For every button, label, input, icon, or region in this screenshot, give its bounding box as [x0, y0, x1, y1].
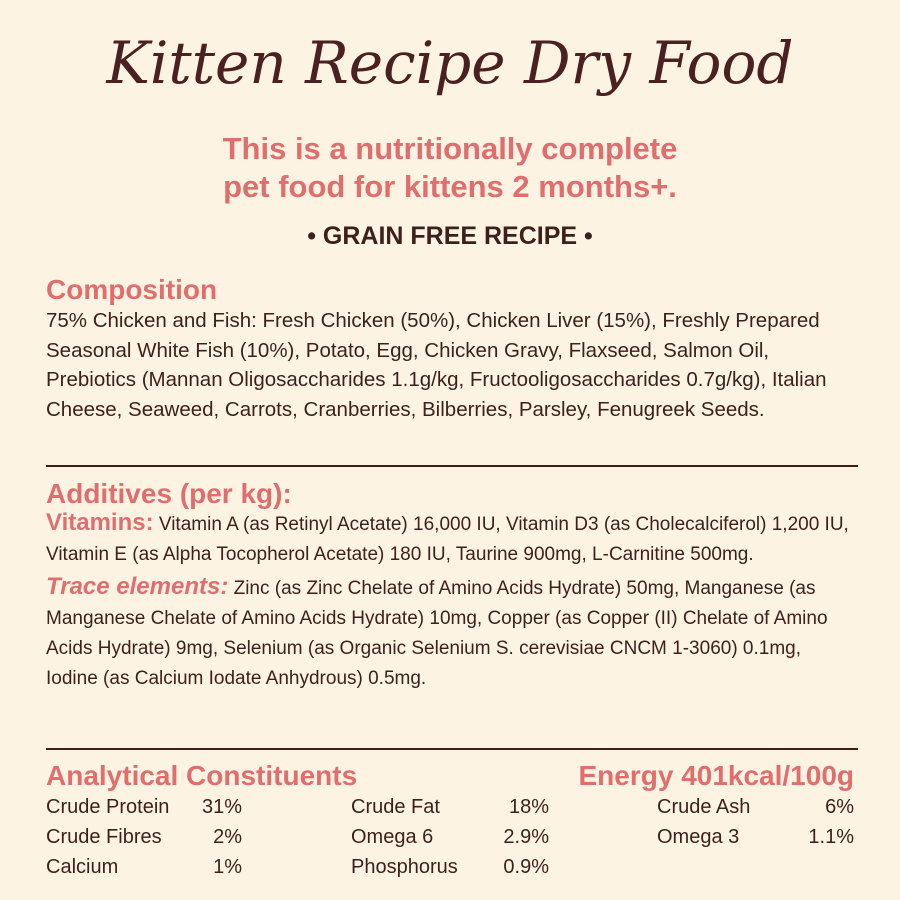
subtitle — [0, 130, 900, 206]
energy-value: Energy 401kcal/100g — [578, 760, 854, 791]
constituent-name: Crude Ash — [657, 796, 751, 818]
constituent-value: 31% — [201, 796, 242, 818]
analytical-header — [46, 760, 854, 792]
constituent-name: Calcium — [46, 856, 119, 878]
additives-heading: Additives (per kg): — [46, 478, 292, 509]
constituent-name: Crude Fat — [351, 796, 440, 818]
composition-text: 75% Chicken and Fish: Fresh Chicken (50%), Chicken Liver (15%), Freshly Prepared Seasonal White Fish (10%), Potato, Egg, Chicken Gravy, Flaxseed, Salmon Oil, Prebiotics (Mannan Oligosaccharides 1.1g/kg, Fructooligosaccharides 0.7g/kg), Italian Cheese, Seaweed, Carrots, Cranberries, Bilberries, Parsley, Fenugreek Seeds. — [46, 309, 827, 421]
constituent-name: Phosphorus — [351, 856, 458, 878]
constituent-value: 0.9% — [503, 856, 549, 878]
subtitle-line-1: This is a nutritionally complete — [222, 131, 678, 166]
constituent-name: Omega 6 — [351, 826, 434, 848]
constituent-value: 6% — [825, 796, 854, 818]
constituent-value: 18% — [508, 796, 549, 818]
constituent-row — [657, 822, 854, 852]
composition-heading: Composition — [46, 274, 218, 305]
constituent-row — [46, 852, 242, 882]
constituent-name: Crude Fibres — [46, 826, 162, 848]
trace-elements-label: Trace elements: — [46, 573, 229, 600]
constituent-name: Crude Protein — [46, 796, 170, 818]
constituent-row — [46, 792, 242, 822]
constituent-value: 1% — [213, 856, 242, 878]
page-title: Kitten Recipe Dry Food — [106, 29, 794, 97]
constituent-row — [46, 822, 242, 852]
grain-free-label: • GRAIN FREE RECIPE • — [307, 222, 593, 250]
constituent-value: 1.1% — [808, 826, 854, 848]
constituent-value: 2% — [213, 826, 242, 848]
vitamins-text: Vitamin A (as Retinyl Acetate) 16,000 IU, Vitamin D3 (as Cholecalciferol) 1,200 IU, Vitamin E (as Alpha Tocopherol Acetate) 180 IU, Taurine 900mg, L-Carnitine 500mg. — [46, 514, 849, 565]
constituent-row — [351, 852, 549, 882]
trace-elements-paragraph — [46, 572, 858, 694]
constituent-row — [657, 792, 854, 822]
trace-elements-text: Zinc (as Zinc Chelate of Amino Acids Hydrate) 50mg, Manganese (as Manganese Chelate of Amino Acids Hydrate) 10mg, Copper (as Copper (II) Chelate of Amino Acids Hydrate) 9mg, Selenium (as Organic Selenium S. cerevisiae CNCM 1-3060) 0.1mg, Iodine (as Calcium Iodate Anhydrous) 0.5mg. — [46, 578, 828, 689]
analytical-heading: Analytical Constituents — [46, 760, 358, 791]
constituent-row — [351, 822, 549, 852]
constituent-name: Omega 3 — [657, 826, 740, 848]
divider-2 — [46, 748, 858, 750]
subtitle-line-2: pet food for kittens 2 months+. — [223, 169, 677, 204]
constituent-value: 2.9% — [503, 826, 549, 848]
divider-1 — [46, 465, 858, 467]
vitamins-label: Vitamins: — [46, 509, 154, 536]
vitamins-paragraph — [46, 508, 858, 570]
additives-block — [46, 508, 858, 696]
constituent-row — [351, 792, 549, 822]
